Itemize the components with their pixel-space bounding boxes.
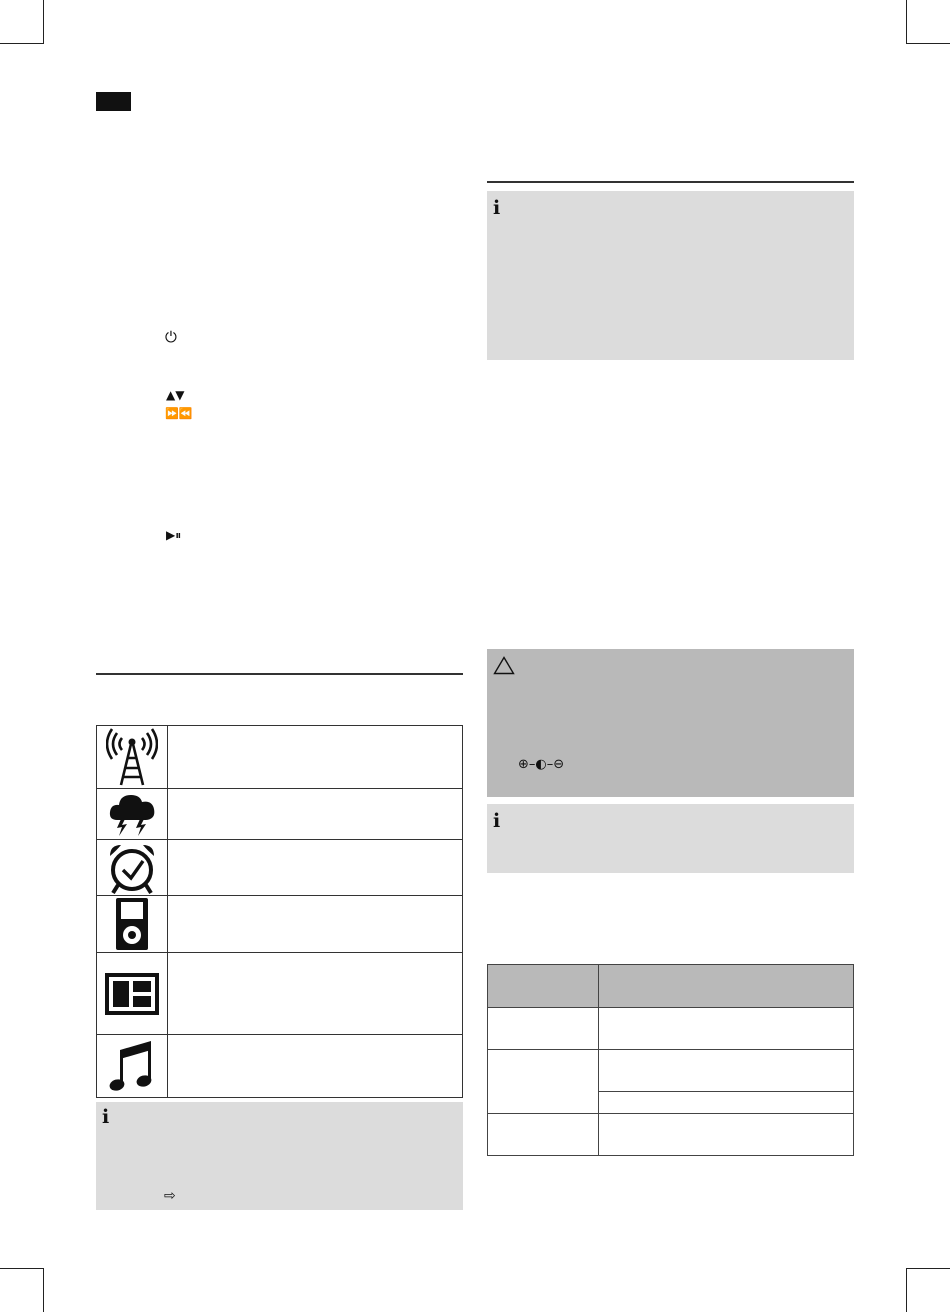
storm-cloud-icon bbox=[107, 790, 157, 838]
table-row bbox=[488, 1050, 854, 1092]
language-tab-marker bbox=[96, 92, 131, 111]
section-rule bbox=[487, 181, 854, 183]
info-box bbox=[487, 191, 854, 360]
warning-box bbox=[487, 649, 854, 797]
note-box bbox=[96, 1102, 463, 1210]
music-player-icon bbox=[115, 897, 149, 951]
play-pause-icon: ▶⏸ bbox=[166, 528, 182, 542]
music-note-icon bbox=[108, 1038, 156, 1094]
power-icon: ⏻ bbox=[165, 328, 177, 346]
crop-mark bbox=[43, 1268, 44, 1312]
crop-mark bbox=[906, 1268, 907, 1312]
crop-mark bbox=[0, 1268, 44, 1269]
table-row bbox=[97, 953, 462, 1035]
crop-mark bbox=[906, 1268, 950, 1269]
up-down-arrows-icon: ▲▼ bbox=[166, 388, 185, 402]
section-rule bbox=[96, 673, 463, 675]
skip-forward-back-icon: ⏩⏪ bbox=[165, 407, 193, 420]
crop-mark bbox=[906, 0, 907, 44]
arrow-right-icon: ⇨ bbox=[164, 1188, 176, 1204]
table-row bbox=[488, 1114, 854, 1156]
table-row bbox=[97, 1035, 462, 1097]
table-header-row bbox=[488, 965, 854, 1008]
table-row bbox=[97, 840, 462, 896]
crop-mark bbox=[906, 43, 950, 44]
alarm-clock-icon bbox=[107, 841, 157, 895]
info-icon: i bbox=[493, 197, 501, 219]
info-icon: i bbox=[493, 810, 501, 832]
table-row bbox=[97, 789, 462, 840]
crop-mark bbox=[43, 0, 44, 44]
table-row bbox=[97, 726, 462, 789]
radio-tower-icon bbox=[106, 728, 158, 786]
polarity-symbol-icon: ⊕–◐–⊖ bbox=[518, 757, 565, 772]
crop-mark bbox=[0, 43, 44, 44]
table-row bbox=[97, 896, 462, 953]
icon-table bbox=[96, 725, 463, 1098]
info-icon: i bbox=[102, 1106, 110, 1128]
table-row bbox=[488, 1008, 854, 1050]
info-box bbox=[487, 804, 854, 873]
warning-triangle-icon bbox=[493, 656, 515, 675]
spec-table bbox=[487, 964, 854, 1156]
photo-frame-icon bbox=[105, 973, 159, 1015]
